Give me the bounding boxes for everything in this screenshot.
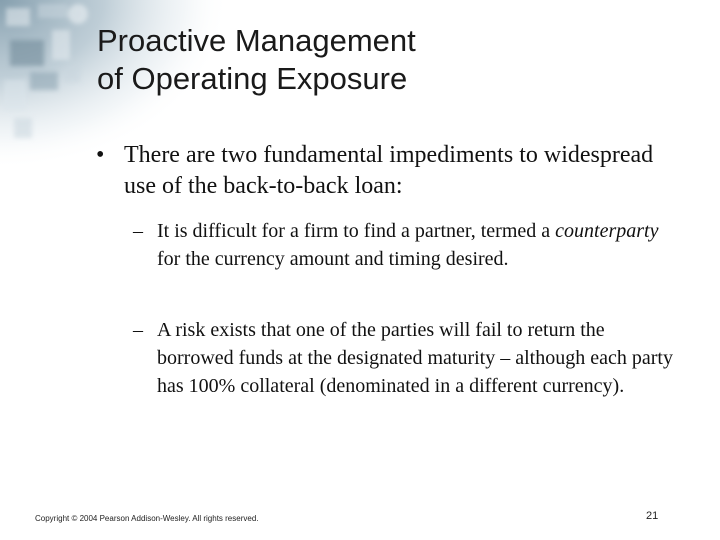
subbullet-marker: –	[133, 220, 143, 242]
subbullet-text-before: It is difficult for a firm to find a partner, termed a	[157, 220, 556, 242]
subbullet-risk	[133, 316, 673, 400]
subbullet-text: A risk exists that one of the parties will fail to return the borrowed funds at the designated maturity – although each party has 100% collateral (denominated in a different currency).	[157, 319, 673, 397]
subbullet-text-after: for the currency amount and timing desired.	[157, 248, 509, 270]
subbullet-text	[157, 217, 673, 273]
subbullet-marker: –	[133, 319, 143, 341]
slide-title-line-2: of Operating Exposure	[97, 61, 408, 96]
copyright-footer: Copyright © 2004 Pearson Addison-Wesley. All rights reserved.	[35, 514, 259, 523]
page-number: 21	[646, 510, 659, 522]
slide-title	[97, 22, 657, 98]
slide-title-line-1: Proactive Management	[97, 23, 416, 58]
main-bullet	[96, 140, 676, 202]
bullet-marker: •	[96, 142, 105, 168]
counterparty-term: counterparty	[555, 220, 659, 242]
subbullet-counterparty	[133, 217, 673, 273]
main-bullet-text: There are two fundamental impediments to widespread use of the back-to-back loan:	[124, 142, 654, 199]
